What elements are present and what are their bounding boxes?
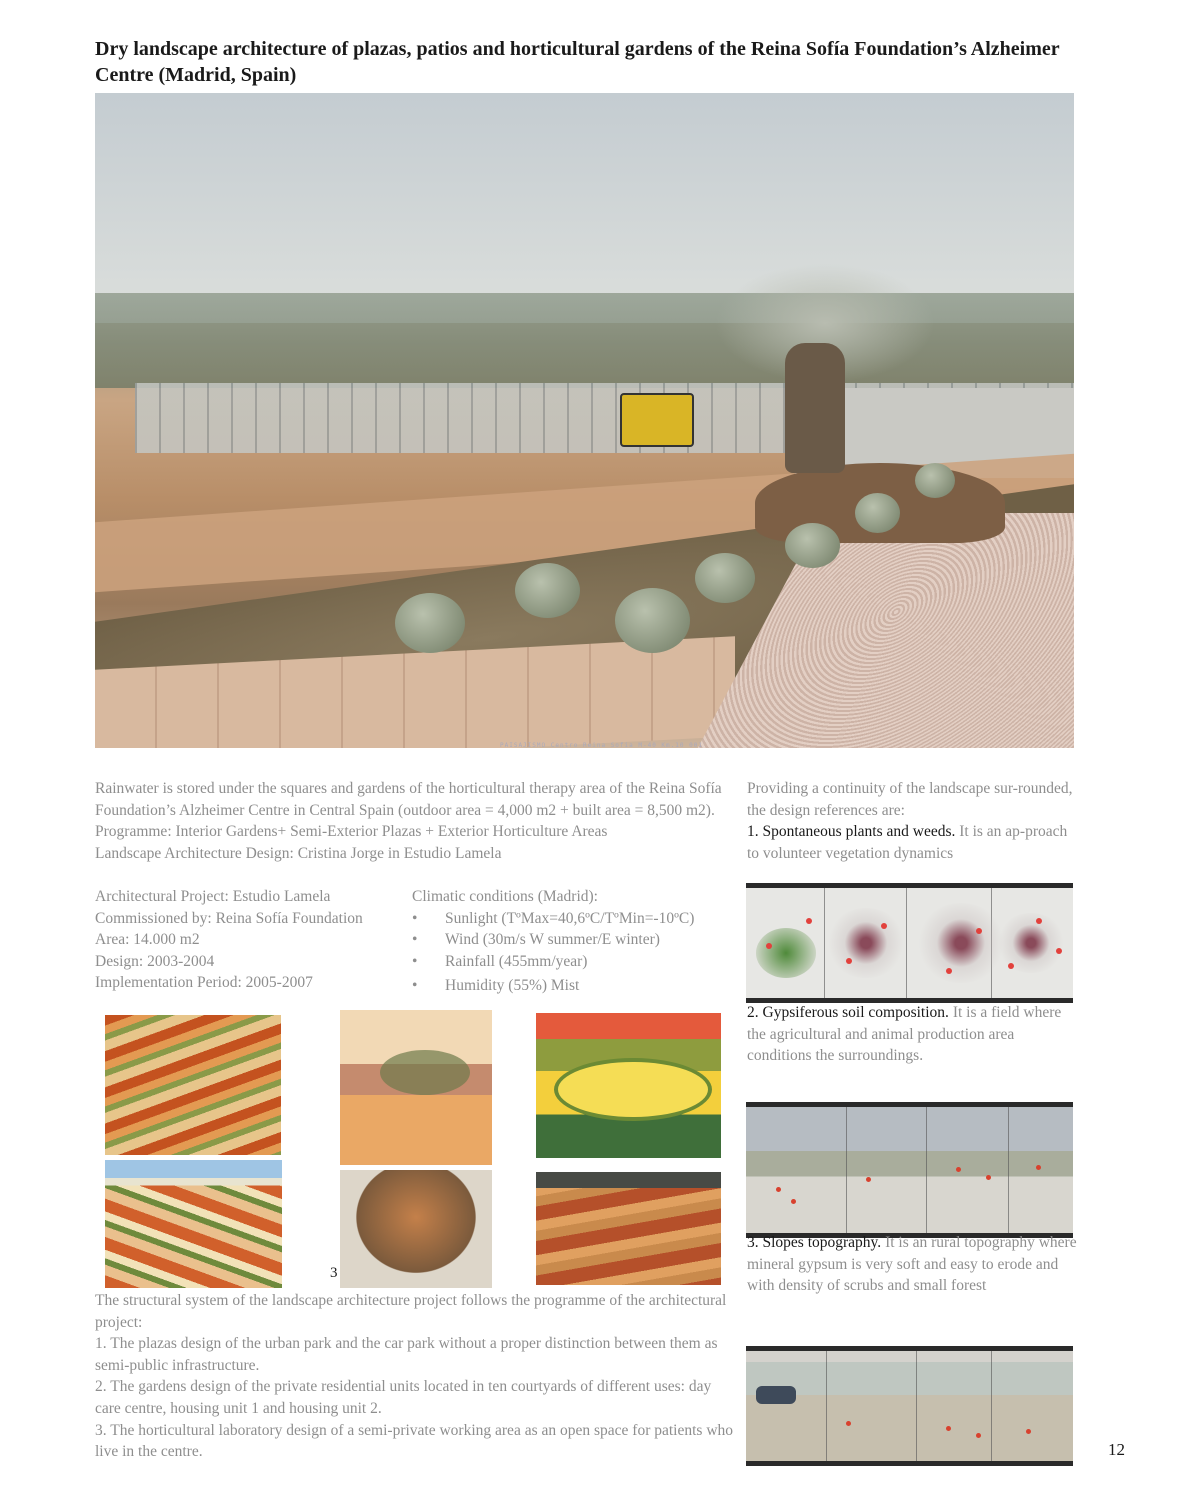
strip-divider: [926, 1107, 927, 1233]
poppy: [846, 958, 852, 964]
photo-shrub: [515, 563, 580, 618]
strip-divider: [916, 1351, 917, 1461]
photo-caption: PAISAJISMO Centro Reina Sofia M-40 Km.10 001: [500, 742, 703, 749]
landscape-design-line: Landscape Architecture Design: Cristina Jorge in Estudio Lamela: [95, 844, 502, 862]
figure-number: 3: [330, 1265, 338, 1281]
credit-line: Commissioned by: Reina Sofía Foundation: [95, 909, 363, 927]
credit-line: Area: 14.000 m2: [95, 931, 200, 949]
poppy: [986, 1175, 991, 1180]
painting-fruit-basket: [340, 1170, 492, 1288]
poppy: [866, 1177, 871, 1182]
poppy: [946, 968, 952, 974]
reference-heading: 2. Gypsiferous soil composition.: [747, 1004, 949, 1021]
structural-item: 3. The horticultural laboratory design of a semi-private working area as an open space for patients who live in the centre.: [95, 1421, 734, 1461]
strip-divider: [846, 1107, 847, 1233]
reference-heading: 3. Slopes topography.: [747, 1234, 882, 1251]
climate-heading: Climatic conditions (Madrid):: [412, 888, 598, 905]
weed-cluster: [756, 928, 816, 978]
strip-divider: [826, 1351, 827, 1461]
painting-olive-trees: [340, 1010, 492, 1165]
credit-line: Design: 2003-2004: [95, 952, 215, 970]
credit-line: Architectural Project: Estudio Lamela: [95, 888, 331, 905]
reference-text: It is an ap-proach to volunteer vegetation dynamics: [747, 823, 1068, 862]
climate-item: • Wind (30m/s W summer/E winter): [412, 929, 742, 951]
climate-item: • Sunlight (TºMax=40,6ºC/TºMin=-10ºC): [412, 908, 742, 930]
slopes-photo-strip: [746, 1346, 1073, 1466]
weed-burst: [996, 913, 1066, 973]
poppy: [791, 1199, 796, 1204]
structural-item: 2. The gardens design of the private residential units located in ten courtyards of different uses: day care centre, housing unit 1 and housing unit 2.: [95, 1378, 712, 1417]
gypsum-field-photo-strip: [746, 1102, 1073, 1238]
climate-conditions: [412, 886, 742, 997]
photo-compactor: [620, 393, 694, 447]
page-number: 12: [1108, 1440, 1125, 1459]
weed-burst: [916, 903, 1006, 983]
strip-divider: [824, 888, 825, 998]
weeds-photo-strip: [746, 883, 1073, 1003]
intro-text: [95, 778, 735, 864]
poppy: [766, 943, 772, 949]
climate-item: • Humidity (55%) Mist: [412, 975, 742, 997]
intro-paragraph: Rainwater is stored under the squares and gardens of the horticultural therapy area of the Reina Sofía Foundation’s Alzheimer Centre in Central Spain (outdoor area = 4,000 m2 + built area = 8,500 m2).: [95, 780, 722, 819]
poppy: [846, 1421, 851, 1426]
poppy: [956, 1167, 961, 1172]
poppy: [1008, 963, 1014, 969]
painting-fields-red: [105, 1015, 281, 1155]
climate-list: [412, 908, 742, 997]
reference-text: It is a field where the agricultural and animal production area conditions the surroundings.: [747, 1004, 1062, 1065]
poppy: [1036, 1165, 1041, 1170]
painting-yellow-field: [536, 1013, 721, 1158]
poppy: [976, 1433, 981, 1438]
reference-text: It is an rural topography where mineral gypsum is very soft and easy to erode and with density of scrubs and small forest: [747, 1234, 1077, 1295]
poppy: [1026, 1429, 1031, 1434]
photo-shrub: [395, 593, 465, 653]
vehicle: [756, 1386, 796, 1404]
poppy: [946, 1426, 951, 1431]
structural-intro: The structural system of the landscape architecture project follows the programme of the architectural project:: [95, 1292, 727, 1331]
weed-burst: [826, 908, 906, 978]
programme-line: Programme: Interior Gardens+ Semi-Exterior Plazas + Exterior Horticulture Areas: [95, 823, 608, 841]
poppy: [1036, 918, 1042, 924]
painting-fields-sky: [105, 1160, 282, 1288]
photo-shrub: [915, 463, 955, 498]
poppy: [881, 923, 887, 929]
strip-divider: [906, 888, 907, 998]
page-title: Dry landscape architecture of plazas, patios and horticultural gardens of the Reina Sofía Foundation’s Alzheimer Centre (Madrid, Spain): [95, 38, 1060, 87]
credits-list: [95, 886, 415, 994]
poppy: [1056, 948, 1062, 954]
climate-item: • Rainfall (455mm/year): [412, 951, 742, 973]
strip-divider: [991, 1351, 992, 1461]
credit-line: Implementation Period: 2005-2007: [95, 974, 313, 992]
photo-shrub: [615, 588, 690, 653]
hero-garden-photo: [95, 93, 1074, 748]
photo-shrub: [695, 553, 755, 603]
references-intro: Providing a continuity of the landscape sur-rounded, the design references are:: [747, 780, 1073, 819]
structural-text: [95, 1290, 735, 1463]
photo-shrub: [785, 523, 840, 568]
reference-heading: 1. Spontaneous plants and weeds.: [747, 823, 956, 841]
photo-olive-trunk: [785, 343, 845, 473]
references-intro-block: [747, 778, 1077, 864]
poppy: [976, 928, 982, 934]
poppy: [776, 1187, 781, 1192]
structural-item: 1. The plazas design of the urban park and the car park without a proper distinction between them as semi-public infrastructure.: [95, 1335, 718, 1374]
poppy: [806, 918, 812, 924]
strip-divider: [1008, 1107, 1009, 1233]
reference-item-3: [747, 1232, 1077, 1297]
reference-item-1: [747, 821, 1077, 864]
reference-item-2: [747, 1002, 1077, 1067]
photo-shrub: [855, 493, 900, 533]
painting-ploughed-hills: [536, 1172, 721, 1285]
